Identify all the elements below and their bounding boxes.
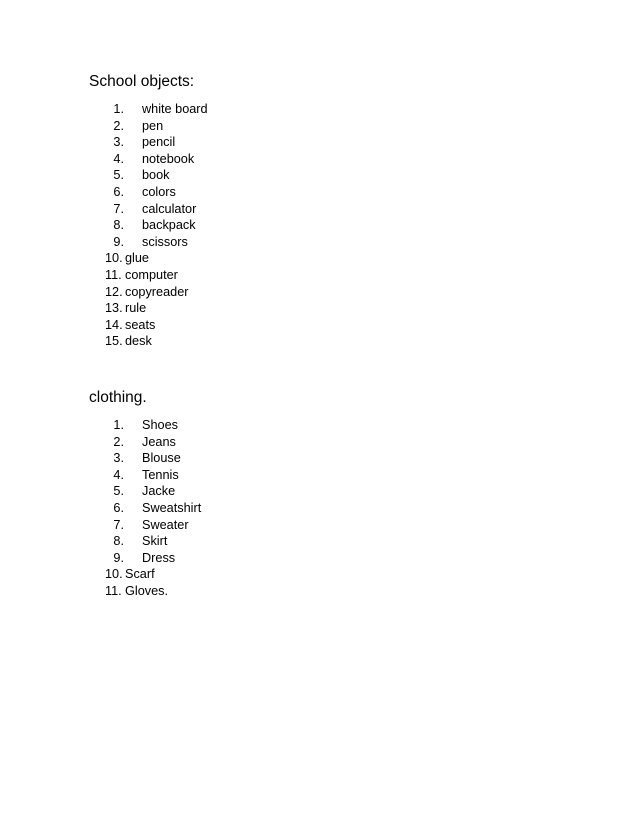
- list-item: 9. scissors: [113, 234, 188, 249]
- list-item: 4. Tennis: [113, 467, 179, 482]
- list-item: 10. Scarf: [105, 567, 155, 582]
- list-item: 14. seats: [105, 317, 156, 332]
- list-item: 6. Sweatshirt: [113, 500, 202, 515]
- list-item: 5. book: [113, 168, 170, 183]
- clothing-heading: clothing.: [89, 389, 147, 406]
- list-item: 15. desk: [105, 334, 152, 349]
- list-item: 11. computer: [105, 267, 178, 282]
- list-item: 6. colors: [113, 184, 176, 199]
- list-item: 4. notebook: [113, 151, 195, 166]
- list-item: 12. copyreader: [105, 284, 189, 299]
- school-objects-list: [89, 101, 208, 350]
- list-item: 7. Sweater: [113, 517, 189, 532]
- school-objects-heading: School objects:: [89, 73, 195, 90]
- list-item: 2. Jeans: [113, 434, 176, 449]
- clothing-section: [89, 388, 201, 600]
- list-item: 3. pencil: [113, 135, 176, 150]
- list-item: 13. rule: [105, 301, 147, 316]
- list-item: 11. Gloves.: [105, 583, 169, 598]
- list-item: 1. white board: [113, 102, 208, 116]
- school-objects-section: [89, 72, 208, 350]
- list-item: 10. glue: [105, 251, 149, 266]
- clothing-list: [89, 417, 201, 600]
- list-item: 9. Dress: [113, 550, 176, 565]
- list-item: 1. Shoes: [113, 418, 178, 432]
- list-item: 8. Skirt: [113, 534, 168, 549]
- list-item: 8. backpack: [113, 218, 196, 233]
- list-item: 7. calculator: [113, 201, 197, 216]
- list-item: 2. pen: [113, 118, 164, 133]
- list-item: 5. Jacke: [113, 484, 176, 499]
- list-item: 3. Blouse: [113, 451, 181, 466]
